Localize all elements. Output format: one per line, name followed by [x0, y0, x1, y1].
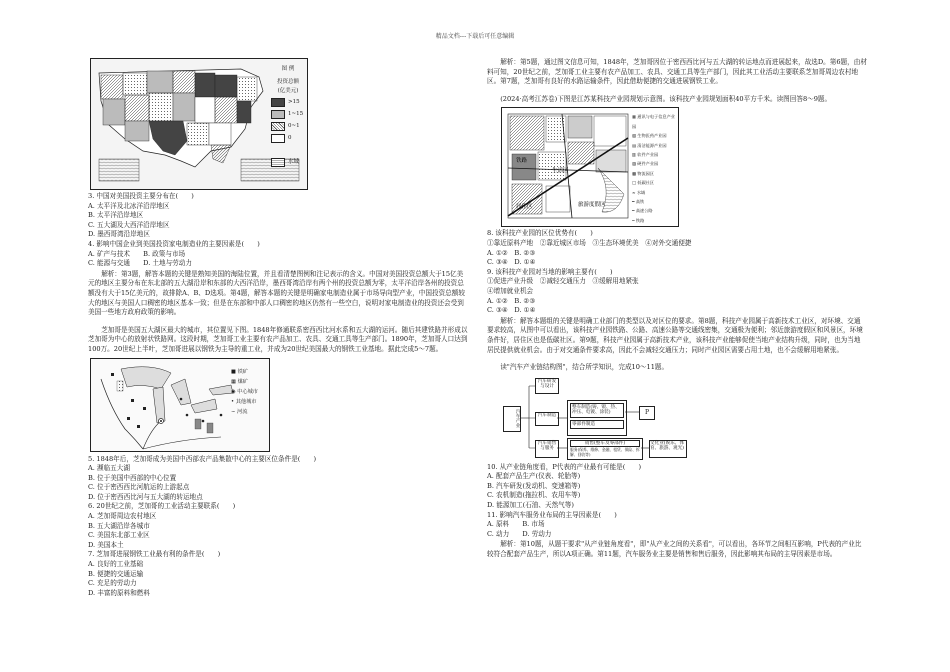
legend-item: ▤ 清洁能源产业园 — [632, 142, 667, 148]
question-line: 7. 芝加哥进展钢铁工业最有利的条件是( ) — [88, 550, 221, 559]
science-park-map — [501, 107, 679, 227]
legend-item: ■ 铁矿 — [231, 368, 248, 375]
us-investment-map — [90, 58, 308, 190]
chain-box-p: P — [639, 406, 655, 420]
chain-box-rd: 汽车研发与设计 — [535, 378, 559, 394]
analysis-10-11: 解析：第10题，从题干要求"从产业链角度看"，即"从产业之间的关系看"，可以看出，各环节之间相互影响，P代表的产业比较符合配套产品生产，所以A项正确。第11题，汽车服务业主要是销售和售后服务，因此影响其布局的主导因素是市场。 — [487, 540, 862, 559]
question-line: C. 充足的劳动力 — [88, 579, 137, 588]
chain-culture: 文化业(娱乐、体育、旅游、观光) — [649, 440, 687, 458]
question-line: 6. 20世纪之前，芝加哥的工业活动主要联系( ) — [88, 502, 236, 511]
map-label-railway: 铁路 — [516, 158, 528, 165]
legend-sub: 投资总额 — [276, 78, 299, 85]
legend-item: ▩ 物流园区 — [632, 170, 655, 176]
analysis-3-4: 解析：第3题，解答本题的关键是熟知美国的海陆位置，并且看清楚图例和注记表示的含义。中国对美国投资总额大于15亿美元的地区主要分布在东北部的五大湖沿岸和东部的大西洋沿岸，墨西哥湾沿岸有两个州的投资总额为零，太平洋沿岸各州的投资总额没有大于15亿美元的，故排除A、B、D选项。第4题，解答本题的关键是明确家电制造业属于市场导向型产业，中国投资总额较大的地区与美国人口稠密的地区基本一致；但是在东部和中部人口稠密的地区仍然有一些空白，说明对家电制造业的投资还会受到美国一些地方政府政策的影响。 — [88, 269, 465, 317]
page-header: 精品文档---下载后可任意编辑 — [435, 33, 515, 40]
question-line: A. 配套产品生产(仪表、轮胎等) — [487, 472, 581, 481]
question-line: ①促进产业升级 ②减轻交通压力 ③缓解用地紧张 — [487, 277, 639, 286]
chain-mid-frame — [567, 400, 627, 436]
question-line: D. 能源加工(石油、天然气等) — [487, 501, 574, 510]
question-line: A. 太平洋及北冰洋沿岸地区 — [88, 201, 170, 210]
legend-item: ∼ 河流 — [231, 408, 248, 415]
question-line: B. 太平洋沿岸地区 — [88, 211, 144, 220]
questions-8-9 — [487, 229, 867, 315]
question-line: 10. 从产业链角度看，P代表的产业最有可能是( ) — [487, 462, 642, 471]
legend-item: ━ 高铁 — [632, 199, 645, 205]
question-line: C. 动力 D. 劳动力 — [487, 529, 552, 538]
legend-item: 0 — [271, 133, 305, 145]
legend-item: 0~1 — [271, 121, 305, 133]
question-line: A. ①② B. ②③ — [487, 248, 536, 257]
chain-service: 服务(保养、维修、金融、租赁、保险、拆解、回收等) — [570, 447, 640, 457]
legend-item: □ 低碳社区 — [632, 180, 655, 186]
legend-item: ═ 高速公路 — [632, 208, 653, 214]
jiangsu-intro: (2024·高考江苏卷)下图是江苏某科技产业园规划示意图。该科技产业园规划面积40平方千米。读图回答8～9题。 — [500, 94, 832, 103]
legend-item: >15 — [271, 97, 305, 109]
map3-legend — [632, 112, 676, 225]
question-line: 9. 该科技产业园对当地的影响主要有( ) — [487, 267, 613, 276]
question-line: B. 位于美国中西部的中心位置 — [88, 473, 177, 482]
question-line: 3. 中国对美国投资主要分布在( ) — [88, 192, 194, 200]
questions-10-11 — [487, 463, 867, 540]
question-line: C. 能源与交通 D. 土地与劳动力 — [88, 259, 192, 268]
question-line: D. 墨西哥湾沿岸地区 — [88, 230, 150, 239]
questions-5-7 — [88, 455, 468, 599]
chain-left-label: 汽车产业 — [503, 406, 521, 432]
legend-item: ≈ 水域 — [632, 189, 646, 195]
chain-parts-mfg: 零部件制造 — [570, 420, 624, 430]
chain-sales: 销售(整车及零部件) — [570, 440, 640, 448]
question-line: 11. 影响汽车服务业布局的主导因素是( ) — [487, 510, 617, 519]
questions-3-4 — [88, 192, 468, 269]
legend-item: ▨ 硬件产业园 — [632, 161, 659, 167]
question-line: A. 原料 B. 市场 — [487, 520, 545, 529]
question-line: B. 便捷的交通运输 — [88, 569, 144, 578]
chicago-intro: 芝加哥是美国五大湖区最大的城市，其位置见下图。1848年修通联系密西西比河水系和五大湖的运河。随后其建铁路并形成以芝加哥为中心的放射状铁路网。这段时期，芝加哥工业主要有农产品加工、农具、交通工具等生产部门。1890年，芝加哥人口达到100万。20世纪上半叶，芝加哥进展以钢铁为主导的重工业，并成为20世纪美国最大的钢铁工业基地。据此完成5～7题。 — [88, 325, 468, 353]
chain-intro: 读"汽车产业链结构图"，结合所学知识，完成10～11题。 — [500, 363, 669, 372]
question-line: A. 濒临五大湖 — [88, 464, 130, 473]
question-line: C. 五大湖及大西洋沿岸地区 — [88, 220, 170, 229]
map-label-living: 生活区 — [552, 168, 569, 175]
legend-title: 图 例 — [281, 66, 295, 72]
question-line: D. 位于密西西比河与五大湖的转运地点 — [88, 492, 203, 501]
chain-box-manufacture: 汽车制造 — [535, 412, 559, 426]
analysis-5-7: 解析：第5题，通过图文信息可知，1848年，芝加哥因位于密西西比河与五大湖的转运地点而进展起来，故选D。第6题，由材料可知，20世纪之前，芝加哥工业主要有农产品加工、农具、交通工具等生产部门，因此其工业活动主要联系芝加哥周边农村地区。第7题，芝加哥有良好的水路运输条件，因此借助便捷的交通进展钢铁工业。 — [487, 58, 867, 86]
legend-item: ┅ 铁路 — [632, 217, 645, 223]
legend-item: • 其他城市 — [231, 398, 257, 405]
question-line: A. ①② B. ②③ — [487, 296, 536, 305]
legend-item: 水域 — [271, 157, 305, 169]
map2-legend — [231, 367, 258, 417]
question-line: 4. 影响中国企业到美国投资家电制造业的主要因素是( ) — [88, 239, 260, 248]
legend-item: ▥ 软件产业园 — [632, 152, 659, 157]
left-column — [88, 58, 468, 598]
legend-item: ▦ 通讯与电子信息产业园 — [632, 114, 675, 129]
question-line: C. 美国东北部工业区 — [88, 531, 150, 540]
auto-chain-diagram — [501, 376, 691, 460]
question-line: C. 位于密西西比河航运的上游起点 — [88, 483, 190, 492]
right-column — [487, 58, 867, 560]
question-line: ①靠近原料产地 ②靠近城区市场 ③生态环境优美 ④对外交通便捷 — [487, 238, 692, 247]
question-line: C. ③④ D. ①④ — [487, 258, 536, 267]
question-line: ④增加就业机会 — [487, 286, 534, 295]
analysis-8-9: 解析：解答本题组的关键是明确工业部门的类型以及对区位的要求。第8题，科技产业园属于高新技术工业区，对环境、交通要求较高，从图中可以看出，该科技产业园铁路、公路、高速公路等交通线密集，交通极为便利；邻近旅游度假区和风景区，环境条件好，居住区也是低碳社区。第9题，科技产业园属于高新技术产业，该科技产业能够促使当地产业结构升级，同时，也为当地居民提供就业机会。由于对交通条件要求高，因此不会减轻交通压力；同时产业园区需要占用土地，也不会缓解用地紧张。 — [487, 316, 863, 354]
map-label-resort: 旅游度假区 — [578, 202, 606, 209]
map-label-residential: 居住区 — [516, 204, 533, 211]
question-line: A. 良好的工业基础 — [88, 560, 144, 569]
legend-item: ▦ 煤矿 — [231, 378, 248, 385]
map1-legend — [271, 65, 305, 169]
chain-vehicle-mfg: 整车制造(铸、锻、热、冲压、电镀、涂装) — [570, 403, 624, 418]
question-line: B. 汽车研发(发动机、变速箱等) — [487, 481, 581, 490]
question-line: D. 丰富的原料和燃料 — [88, 588, 150, 597]
legend-item: 1~15 — [271, 109, 305, 121]
question-line: 5. 1848年后，芝加哥成为美国中西部农产品集散中心的主要区位条件是( ) — [88, 454, 317, 463]
question-line: D. 美国本土 — [88, 540, 124, 549]
question-line: A. 矿产与技术 B. 政策与市场 — [88, 249, 186, 258]
question-line: 8. 该科技产业园的区位优势有( ) — [487, 229, 593, 238]
great-lakes-map — [90, 358, 270, 452]
question-line: A. 芝加哥周边农村地区 — [88, 512, 157, 521]
legend-item: ▧ 生物医药产业园 — [632, 133, 667, 139]
question-line: C. 农机制造(拖拉机、农用车等) — [487, 491, 581, 500]
legend-unit: (亿美元) — [277, 88, 299, 95]
chain-box-sales: 汽车销售与服务 — [535, 440, 559, 458]
question-line: B. 五大湖沿岸各城市 — [88, 521, 150, 530]
question-line: C. ③④ D. ①④ — [487, 306, 536, 315]
legend-item: ◉ 中心城市 — [231, 388, 258, 395]
chain-sales-frame — [567, 438, 643, 460]
